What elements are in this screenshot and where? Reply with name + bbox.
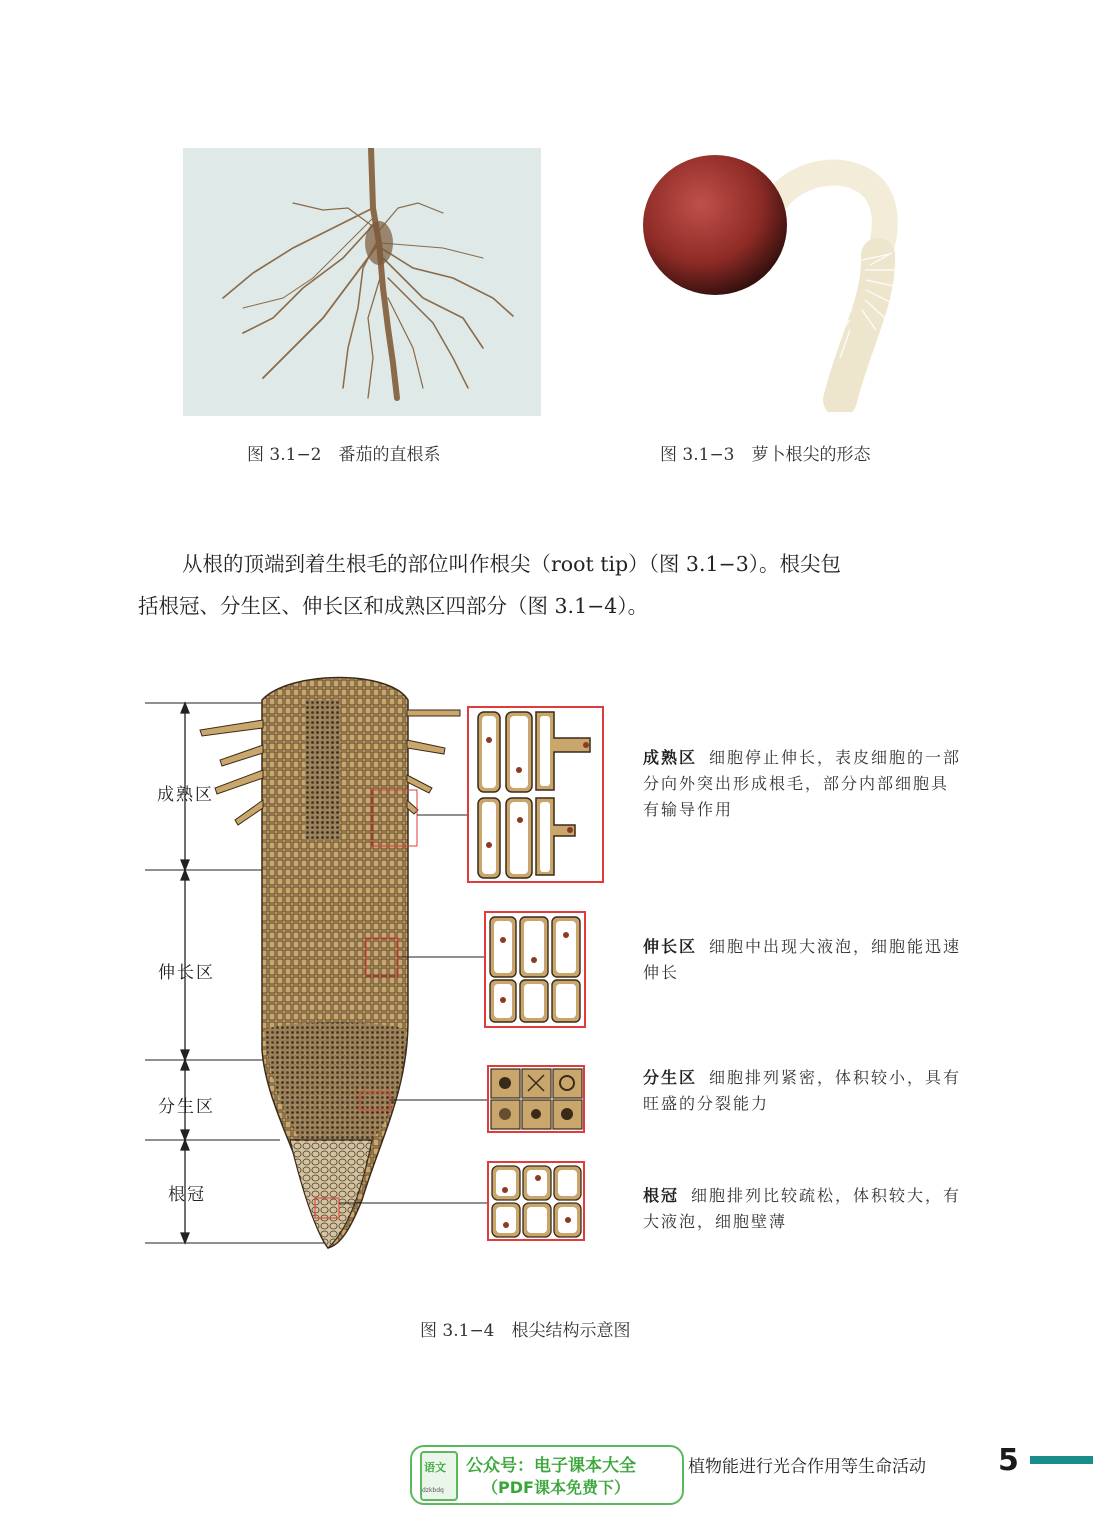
tomato-root-illustration [183,148,541,416]
zone-label-maturation: 成熟区 [157,785,214,805]
body-paragraph [138,543,978,627]
paragraph-line-1 [138,543,978,585]
description-elongation-term: 伸长区 [643,937,698,956]
paragraph-line-2: 括根冠、分生区、伸长区和成熟区四部分（图 3.1−4）。 [138,594,649,618]
tomato-root-photo [183,148,541,416]
description-root-cap-term: 根冠 [643,1186,680,1205]
page-number: 5 [998,1443,1019,1478]
zone-label-meristem: 分生区 [158,1097,215,1117]
footer-chapter-title: 植物能进行光合作用等生命活动 [688,1457,926,1477]
description-elongation-text: 细胞中出现大液泡，细胞能迅速伸长 [643,937,962,982]
roottip-figure-caption: 图 3.1−4 根尖结构示意图 [420,1321,631,1341]
radish-figure-caption: 图 3.1−3 萝卜根尖的形态 [660,445,871,465]
description-meristem-term: 分生区 [643,1068,698,1087]
paragraph-line-1-text: 从根的顶端到着生根毛的部位叫作根尖（root tip）（图 3.1−3）。根尖包 [182,552,841,576]
description-meristem [643,1065,963,1117]
watermark-line-1: 公众号：电子课本大全 [466,1456,636,1476]
description-root-cap-text: 细胞排列比较疏松，体积较大，有大液泡，细胞壁薄 [643,1186,962,1231]
inset-maturation [468,707,603,882]
description-elongation [643,934,963,986]
zone-label-root-cap: 根冠 [168,1185,206,1205]
description-root-cap [643,1183,963,1235]
description-meristem-text: 细胞排列紧密，体积较小，具有旺盛的分裂能力 [643,1068,962,1113]
radish-root-tip-photo [640,150,910,412]
description-maturation-term: 成熟区 [643,748,698,767]
watermark-icon-label: 语文 [424,1461,446,1474]
description-maturation [643,745,963,823]
description-maturation-text: 细胞停止伸长，表皮细胞的一部分向外突出形成根毛，部分内部细胞具有输导作用 [643,748,962,819]
watermark-line-2: （PDF课本免费下） [482,1478,630,1497]
tomato-figure-caption: 图 3.1−2 番茄的直根系 [247,445,441,465]
document-icon [420,1451,458,1501]
watermark-icon-small-text: dzkbdq [422,1487,444,1494]
watermark-badge [410,1445,684,1505]
zone-label-elongation: 伸长区 [158,963,215,983]
radish-seedling-illustration [640,150,910,412]
footer-accent-bar [1030,1456,1093,1464]
